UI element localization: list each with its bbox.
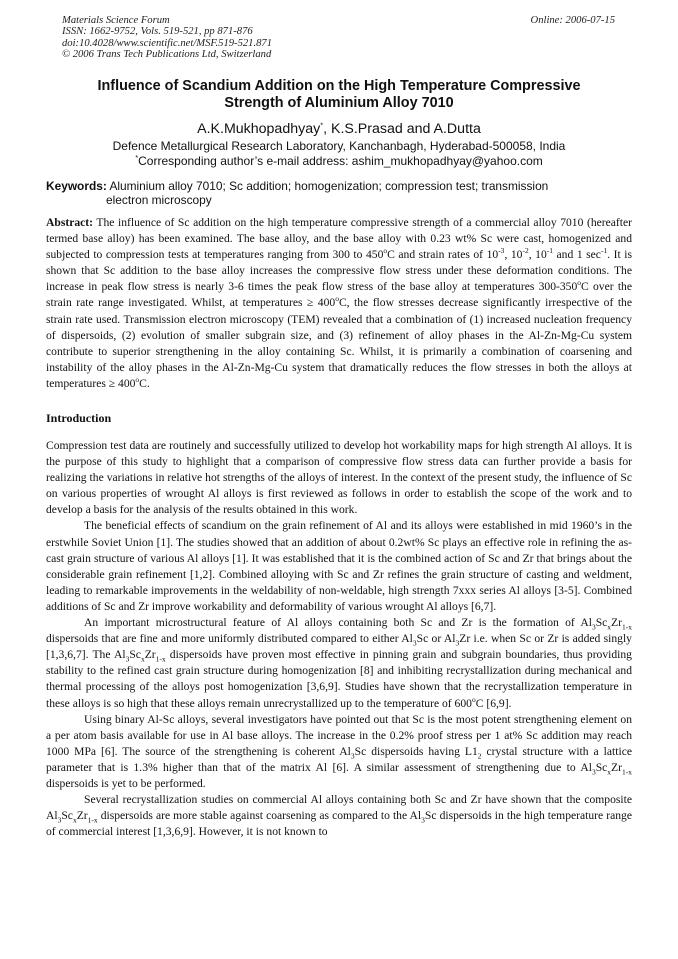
degree-sup: o bbox=[335, 294, 339, 304]
exponent-sup: -3 bbox=[498, 246, 505, 256]
formula-zr: Zr bbox=[611, 760, 622, 774]
author-list bbox=[46, 120, 632, 138]
degree-sup: o bbox=[471, 694, 476, 704]
abstract-label: Abstract: bbox=[46, 216, 94, 229]
p3-text-f: C [6,9]. bbox=[475, 696, 512, 710]
abstract-text-1: The influence of Sc addition on the high temperature compressive strength of a commercial alloy 7010 (hereafter termed base alloy) has been examined. The base alloy, and the base alloy with 0.23 wt% Sc were cast, homogenized and subjected to compression tests at temperatures ranging from 300 to 450 bbox=[46, 216, 632, 262]
subscript: x bbox=[607, 767, 612, 777]
abstract-text-7: C over the strain rate range investigated. Whilst, at temperatures ≥ 400 bbox=[46, 280, 632, 310]
abstract-text-3: , 10 bbox=[504, 248, 523, 262]
copyright-line: © 2006 Trans Tech Publications Ltd, Switzerland bbox=[62, 49, 272, 61]
p5-text-b: dispersoids are more stable against coarsening as compared to the Al bbox=[97, 809, 422, 823]
exponent-sup: -1 bbox=[546, 246, 553, 256]
formula-zr: Zr bbox=[76, 809, 88, 823]
subscript: x bbox=[72, 815, 77, 825]
keywords-label: Keywords: bbox=[46, 179, 107, 193]
paper-title bbox=[46, 78, 632, 112]
email-marker: * bbox=[135, 153, 139, 162]
formula-sc: Sc bbox=[129, 648, 141, 662]
p4-text-c: crystal structure with a lattice parameter that is 1.3% higher than that of the matrix Al [6]. A similar assessment of strengthening due to Al bbox=[46, 744, 632, 774]
abstract-text-4: , 10 bbox=[528, 248, 547, 262]
p5-text-c: Sc dispersoids in the high temperature range of commercial interest [1,3,6,9]. However, it is not known to bbox=[46, 809, 632, 839]
formula-zr: Zr bbox=[611, 616, 622, 630]
abstract-text-9: C. bbox=[139, 376, 150, 390]
title-line-2: Strength of Aluminium Alloy 7010 bbox=[224, 95, 454, 111]
subscript: 3 bbox=[455, 638, 460, 648]
subscript: x bbox=[607, 622, 612, 632]
subscript: 1-x bbox=[622, 622, 632, 632]
paragraph-3 bbox=[46, 615, 632, 712]
subscript: 3 bbox=[125, 654, 130, 664]
corresponding-marker: * bbox=[320, 120, 324, 130]
issn-line: ISSN: 1662-9752, Vols. 519-521, pp 871-876 bbox=[62, 26, 253, 38]
exponent-sup: -2 bbox=[522, 246, 529, 256]
online-date: Online: 2006-07-15 bbox=[530, 15, 615, 26]
subscript: x bbox=[140, 654, 145, 664]
formula-sc: Sc bbox=[61, 809, 73, 823]
subscript: 3 bbox=[412, 638, 417, 648]
p3-text-c: Sc or Al bbox=[416, 632, 456, 646]
title-line-1: Influence of Scandium Addition on the High Temperature Compressive bbox=[97, 78, 581, 94]
p3-text-d: Zr i.e. when Sc or Zr is added singly [1,3,6,7]. The Al bbox=[46, 632, 632, 662]
affiliation bbox=[40, 139, 638, 169]
abstract-text-5: and 1 sec bbox=[553, 248, 601, 262]
subscript: 2 bbox=[477, 751, 482, 761]
email-line bbox=[40, 154, 638, 169]
degree-sup: o bbox=[135, 375, 140, 385]
formula-sc: Sc bbox=[595, 616, 608, 630]
co-authors: , K.S.Prasad and A.Dutta bbox=[323, 121, 481, 137]
exponent-sup: -1 bbox=[600, 246, 608, 256]
degree-sup: o bbox=[383, 246, 388, 256]
keywords-block bbox=[46, 179, 632, 208]
subscript: 3 bbox=[591, 622, 596, 632]
subscript: 1-x bbox=[87, 815, 98, 825]
lab-address: Defence Metallurgical Research Laboratory, Kanchanbagh, Hyderabad-500058, India bbox=[112, 139, 566, 153]
subscript: 3 bbox=[350, 751, 355, 761]
formula-sc: Sc bbox=[595, 760, 608, 774]
abstract bbox=[46, 215, 632, 392]
abstract-text-6: . It is shown that Sc addition to the base alloy increases the compressive flow stress under these deformation conditions. The increase in peak flow stress is nearly 3-6 times the peak flow stress of the base alloy at temperatures 300-350 bbox=[46, 248, 632, 294]
p3-text-e: dispersoids have proven most effective in pinning grain and subgrain boundaries, thus providing stability to the refined cast grain structure during homogenization [8] and inhibiting recrystallization during mechanical and thermal processing of the alloys post homogenization [3,6,9]. Studies have shown that the recrystallization temperature in these alloys is so high that these alloys remain unrecrystallized up to the temperature of 600 bbox=[46, 648, 632, 710]
paragraph-4 bbox=[46, 712, 632, 792]
doi-line: doi:10.4028/www.scientific.net/MSF.519-521.871 bbox=[62, 37, 272, 49]
formula-zr: Zr bbox=[144, 648, 156, 662]
keywords-line-2: electron microscopy bbox=[106, 193, 212, 208]
introduction-heading: Introduction bbox=[46, 411, 112, 425]
journal-name: Materials Science Forum bbox=[62, 15, 170, 26]
corresponding-author: A.K.Mukhopadhyay bbox=[197, 121, 321, 137]
p5-text-a: Several recrystallization studies on commercial Al alloys containing both Sc and Zr have shown that the composite Al bbox=[46, 793, 632, 823]
subscript: 3 bbox=[421, 815, 425, 825]
paragraph-1: Compression test data are routinely and successfully utilized to develop hot workability maps for high strength Al alloys. It is the purpose of this study to highlight that a comparison of compressive flow stress data can further provide a basis for realizing the variations in relative hot strengths of the alloys of interest. In the context of the present study, the influence of Sc on various properties of wrought Al alloys is first reviewed as follows in order to establish the scope of the work and to develop a basis for the analysis of the results obtained in this work. bbox=[46, 439, 632, 517]
p3-text-b: dispersoids that are fine and more uniformly distributed compared to either Al bbox=[46, 632, 413, 646]
paragraph-2: The beneficial effects of scandium on the grain refinement of Al and its alloys were established in mid 1960’s in the erstwhile Soviet Union [1]. The studies showed that an addition of about 0.2wt% Sc plays an effective role in refining the as-cast grain structure of various Al alloys [1]. It was established that it is the combined action of Sc and Zr that brings about the considerable grain refinement [1,2]. Combined alloying with Sc and Zr refines the grain structure of casting and weldment, leading to remarkable improvements in the weldability of non-weldable, high strength 7xxx series Al alloys [3-5]. Combined additions of Sc and Zr improve workability and deformability of various wrought Al alloys [6,7]. bbox=[46, 519, 632, 613]
introduction-body bbox=[46, 438, 632, 840]
paragraph-5 bbox=[46, 792, 632, 840]
email-text: Corresponding author’s e-mail address: ashim_mukhopadhyay@yahoo.com bbox=[138, 154, 543, 168]
abstract-text-2: C and strain rates of 10 bbox=[387, 248, 499, 262]
p4-text-d: dispersoids is yet to be performed. bbox=[46, 776, 206, 790]
journal-header bbox=[62, 15, 272, 61]
p4-text-a: Using binary Al-Sc alloys, several investigators have pointed out that Sc is the most potent strengthening element on a per atom basis available for use in Al base alloys. The increase in the 0.2% proof stress per 1 at% Sc addition may reach 1000 MPa [6]. The source of the strengthening is coherent Al bbox=[46, 712, 632, 758]
subscript: 1-x bbox=[622, 767, 632, 777]
p4-text-b: Sc dispersoids having L1 bbox=[354, 744, 478, 758]
subscript: 3 bbox=[591, 767, 596, 777]
subscript: 1-x bbox=[155, 654, 166, 664]
p3-text-a: An important microstructural feature of Al alloys containing both Sc and Zr is the formation of Al bbox=[84, 616, 592, 630]
keywords-line-1: Aluminium alloy 7010; Sc addition; homogenization; compression test; transmission bbox=[106, 179, 549, 193]
subscript: 3 bbox=[57, 815, 62, 825]
abstract-text-8: C, the flow stresses decrease significantly irrespective of the strain rate used. Transmission electron microscopy (TEM) revealed that a combination of (1) increased nucleation frequency of dispersoids, (2) evolution of smaller subgrain size, and (3) refinement of alloy phases in the Al-Zn-Mg-Cu system contribute to superior strengthening in the alloy containing Sc. Whilst, it is primarily a combination of coarsening and instability of the alloy phases in the Al-Zn-Mg-Cu system that dramatically reduces the flow stresses in both the alloys at temperatures ≥ 400 bbox=[46, 296, 632, 390]
degree-sup: o bbox=[577, 278, 582, 288]
